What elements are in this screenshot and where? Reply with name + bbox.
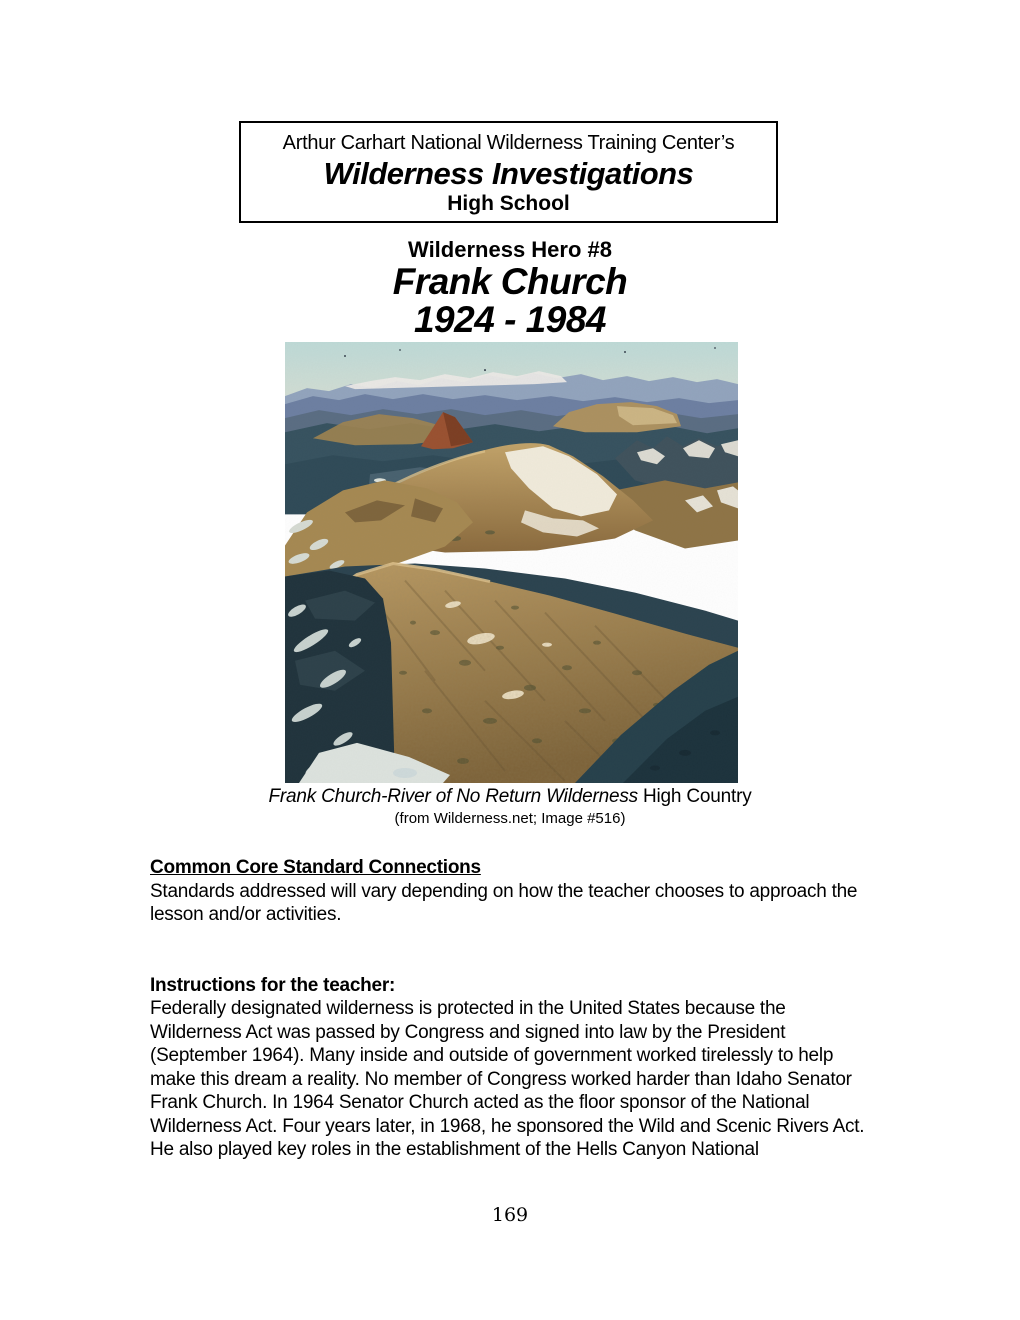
- mountain-landscape-illustration: [285, 342, 738, 783]
- photo-caption: [0, 786, 1020, 808]
- common-core-body: Standards addressed will vary depending on how the teacher chooses to approach the lesson and/or activities.: [150, 880, 858, 925]
- program-title: Wilderness Investigations: [323, 156, 694, 191]
- page-number: 169: [491, 1204, 529, 1226]
- hero-number-label: Wilderness Hero #8: [408, 237, 612, 262]
- header-box: [239, 121, 778, 223]
- photo-credit: (from Wilderness.net; Image #516): [394, 810, 626, 827]
- grade-level: High School: [447, 192, 570, 215]
- body-text-column: [150, 856, 872, 1185]
- wilderness-photo: [285, 342, 738, 783]
- common-core-heading: Common Core Standard Connections: [150, 857, 481, 878]
- teacher-instructions-body: Federally designated wilderness is protected in the United States because the Wilderness Act was passed by Congress and signed into law by the President (September 1964). Many inside and outside of government worked tirelessly to help make this dream a reality. No member of Congress worked harder than Idaho Senator Frank Church. In 1964 Senator Church acted as the floor sponsor of the National Wilderness Act. Four years later, in 1968, he sponsored the Wild and Scenic Rivers Act. He also played key roles in the establishment of the Hells Canyon National: [150, 998, 865, 1160]
- training-center-name: Arthur Carhart National Wilderness Training Center’s: [282, 132, 735, 154]
- photo-caption-suffix: High Country: [637, 786, 752, 807]
- hero-years: 1924 - 1984: [413, 299, 606, 340]
- section-gap: [150, 950, 872, 974]
- hero-name: Frank Church: [392, 261, 628, 302]
- photo-caption-title: Frank Church-River of No Return Wilderness: [268, 786, 638, 807]
- teacher-instructions-heading: Instructions for the teacher:: [150, 974, 396, 996]
